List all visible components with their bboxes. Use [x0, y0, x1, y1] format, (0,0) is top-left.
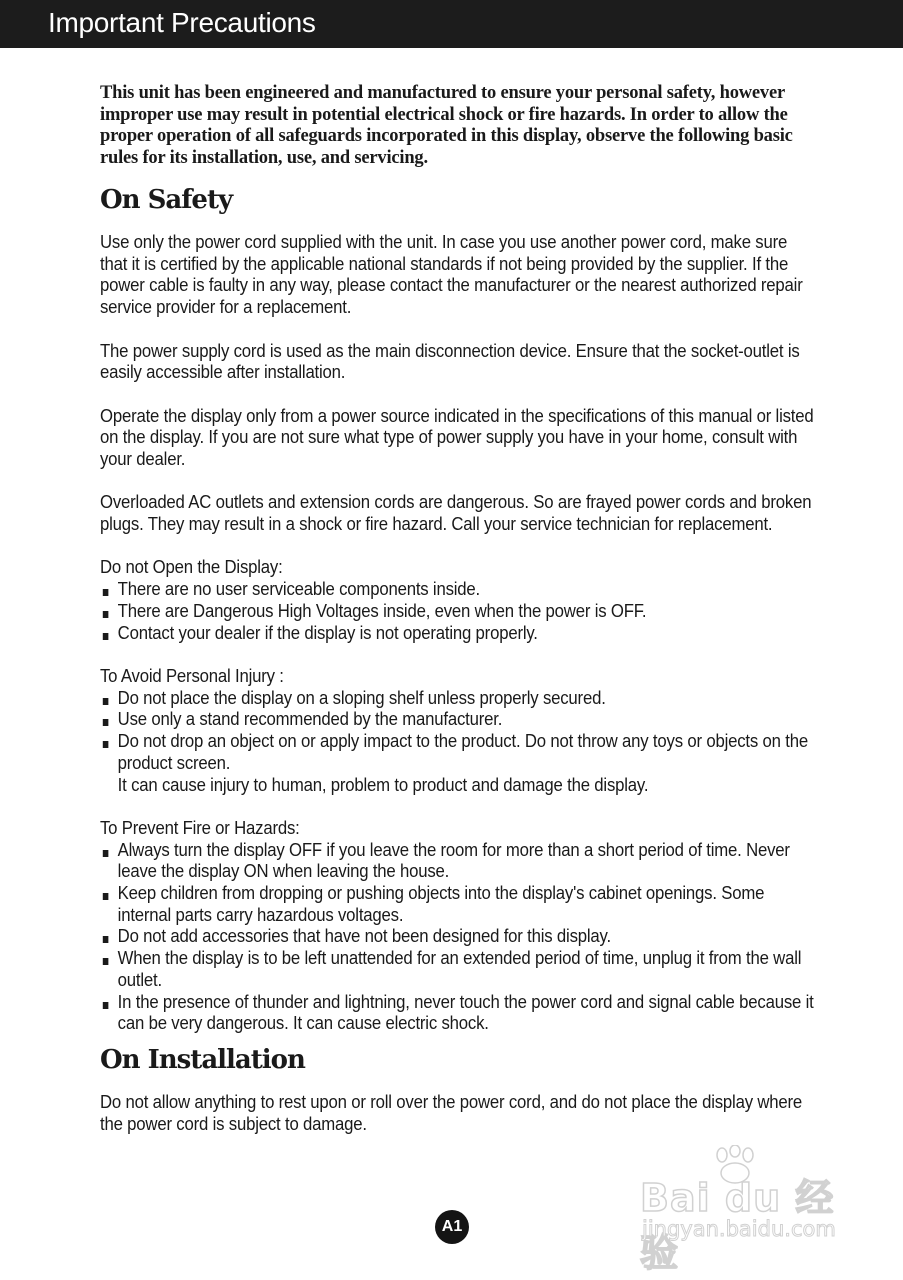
page-number-badge: A1 [435, 1210, 469, 1244]
document-body [100, 83, 820, 1135]
watermark-url: jingyan.baidu.com [642, 1217, 836, 1241]
bullet-icon [103, 719, 109, 726]
fire-list [100, 840, 816, 1035]
bullet-icon [103, 698, 109, 705]
list-item: Do not drop an object on or apply impact to the product. Do not throw any toys or objects on the product screen. It can cause injury to human, problem to product and damage the display. [100, 731, 816, 796]
bullet-icon [103, 741, 109, 748]
bullet-icon [103, 893, 109, 900]
list-label-injury: To Avoid Personal Injury : [100, 665, 284, 686]
page-title: Important Precautions [48, 7, 316, 38]
bullet-icon [103, 633, 109, 640]
safety-paragraph: Overloaded AC outlets and extension cords are dangerous. So are frayed power cords and broken plugs. They may result in a shock or fire hazard. Call your service technician for replacement. [100, 492, 812, 535]
safety-section [100, 232, 816, 1035]
installation-section [100, 1092, 816, 1135]
injury-list [100, 688, 816, 797]
open-display-list [100, 579, 816, 644]
list-item: Keep children from dropping or pushing objects into the display's cabinet openings. Some internal parts carry hazardous voltages. [100, 883, 816, 926]
bullet-icon [103, 611, 109, 618]
safety-paragraph: Use only the power cord supplied with the unit. In case you use another power cord, make sure that it is certified by the applicable national standards if not being provided by the supplier. If the power cable is faulty in any way, please contact the manufacturer or the nearest authorized repair service provider for a replacement. [100, 232, 803, 318]
bullet-icon [103, 850, 109, 857]
list-item: Always turn the display OFF if you leave the room for more than a short period of time. Never leave the display ON when leaving the house. [100, 840, 816, 883]
list-label-open-display: Do not Open the Display: [100, 557, 283, 578]
safety-paragraph: The power supply cord is used as the main disconnection device. Ensure that the socket-outlet is easily accessible after installation. [100, 340, 800, 383]
installation-paragraph: Do not allow anything to rest upon or roll over the power cord, and do not place the display where the power cord is subject to damage. [100, 1091, 803, 1134]
list-label-fire: To Prevent Fire or Hazards: [100, 817, 300, 838]
safety-paragraph: Operate the display only from a power source indicated in the specifications of this manual or listed on the display. If you are not sure what type of power supply you have in your home, consult with your dealer. [100, 405, 814, 469]
bullet-icon [103, 1002, 109, 1009]
list-item: Use only a stand recommended by the manufacturer. [100, 709, 816, 731]
list-item: Do not add accessories that have not been designed for this display. [100, 926, 816, 948]
list-item: There are no user serviceable components inside. [100, 579, 816, 601]
watermark-main-text: Bai du 经验 [640, 1176, 835, 1275]
section-heading-safety: On Safety [100, 185, 233, 215]
list-item: Do not place the display on a sloping shelf unless properly secured. [100, 688, 816, 710]
list-item: Contact your dealer if the display is not operating properly. [100, 623, 816, 645]
bullet-icon [103, 589, 109, 596]
bullet-icon [103, 936, 109, 943]
watermark [640, 1145, 855, 1275]
bullet-icon [103, 958, 109, 965]
intro-paragraph: This unit has been engineered and manufactured to ensure your personal safety, however improper use may result in potential electrical shock or fire hazards. In order to allow the proper operation of all safeguards incorporated in this display, observe the following basic rules for its installation, use, and servicing. [100, 83, 793, 168]
list-item: When the display is to be left unattended for an extended period of time, unplug it from the wall outlet. [100, 948, 816, 991]
header-bar [0, 0, 903, 48]
list-item: In the presence of thunder and lightning, never touch the power cord and signal cable because it can be very dangerous. It can cause electric shock. [100, 992, 816, 1035]
list-item-note: It can cause injury to human, problem to product and damage the display. [117, 774, 649, 795]
list-item: There are Dangerous High Voltages inside, even when the power is OFF. [100, 601, 816, 623]
section-heading-installation: On Installation [100, 1044, 305, 1075]
